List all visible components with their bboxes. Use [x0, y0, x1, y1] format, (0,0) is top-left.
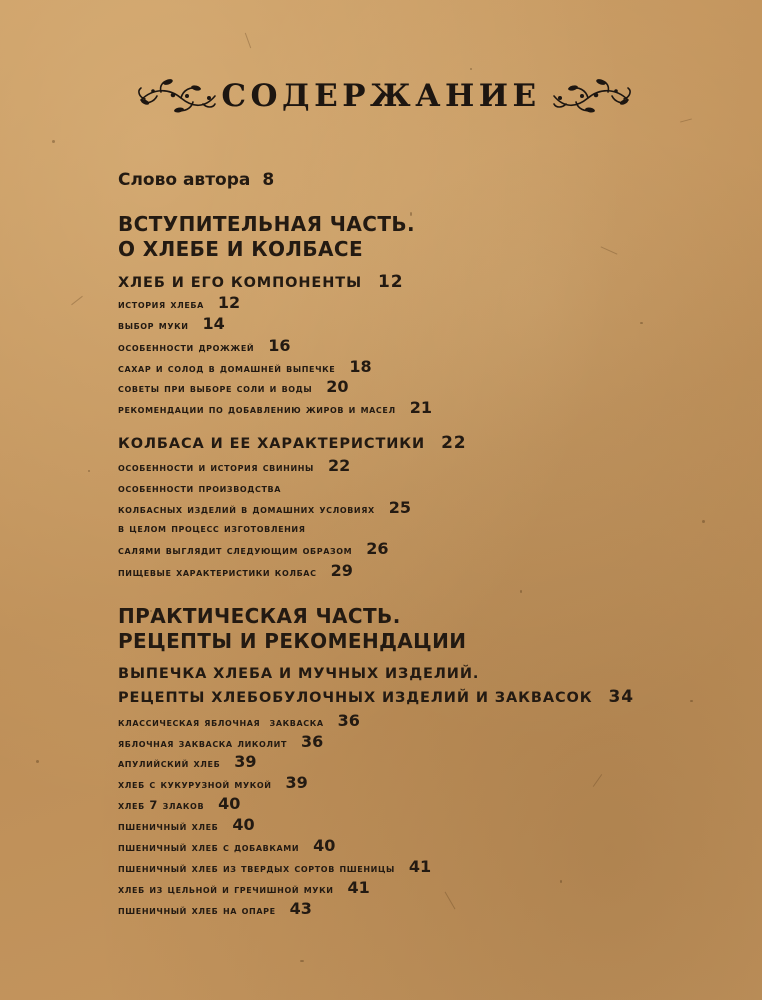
toc-page-number: 22: [441, 433, 467, 453]
toc-entry[interactable]: [118, 377, 349, 396]
page-title: СОДЕРЖАНИЕ: [221, 78, 541, 114]
toc-entry-label: пищевые характеристики колбас: [118, 565, 317, 579]
toc-page-number: 36: [337, 711, 360, 730]
toc-entry[interactable]: [118, 314, 225, 333]
toc-entry[interactable]: [118, 357, 372, 376]
toc-entry-label: рекомендации по добавлению жиров и масел: [118, 402, 396, 416]
header: [0, 72, 762, 132]
toc-entry[interactable]: [118, 836, 335, 855]
toc-entry[interactable]: [118, 293, 240, 312]
toc-entry-label: особенности и история свинины: [118, 460, 314, 474]
toc-entry-label: особенности производства: [118, 481, 282, 495]
toc-entry-label: история хлеба: [118, 297, 204, 311]
toc-page-number: 34: [608, 687, 634, 707]
part-title: О ХЛЕБЕ И КОЛБАСЕ: [118, 237, 364, 261]
toc-page-number: 41: [408, 857, 432, 876]
part-title: ПРАКТИЧЕСКАЯ ЧАСТЬ.: [118, 604, 401, 628]
toc-entry-label: выбор муки: [118, 318, 189, 332]
toc-entry-label: хлеб с кукурузной мукой: [118, 777, 272, 791]
toc-entry[interactable]: [118, 711, 360, 730]
toc-entry-label: хлеб из цельной и гречишной муки: [118, 882, 334, 896]
toc-entry[interactable]: [118, 732, 323, 751]
toc-page-number: 26: [366, 539, 389, 558]
toc-entry[interactable]: [118, 899, 312, 918]
toc-page-number: 41: [347, 878, 370, 897]
toc-entry-label: Слово автора: [118, 170, 251, 190]
toc-page-number: 39: [234, 752, 257, 771]
toc-entry[interactable]: [118, 539, 389, 558]
toc-entry[interactable]: [118, 794, 240, 813]
toc-entry[interactable]: [118, 498, 411, 517]
toc-section-baking-recipes[interactable]: [118, 687, 634, 707]
toc-entry-label: КОЛБАСА И ЕЕ ХАРАКТЕРИСТИКИ: [118, 436, 426, 452]
toc-entry[interactable]: [118, 857, 431, 876]
toc-entry[interactable]: [118, 878, 370, 897]
toc-page-number: 22: [327, 456, 351, 475]
toc-page-number: 12: [217, 293, 241, 312]
toc-page-number: 12: [378, 272, 404, 292]
toc-section-baking[interactable]: ВЫПЕЧКА ХЛЕБА И МУЧНЫХ ИЗДЕЛИЙ.: [118, 666, 480, 682]
toc-entry-label: салями выглядит следующим образом: [118, 543, 353, 557]
toc-page-number: 8: [262, 170, 275, 190]
toc-page-number: 20: [326, 377, 349, 396]
toc-entry-author-word[interactable]: [118, 170, 274, 190]
toc-entry[interactable]: [118, 398, 432, 417]
toc-entry[interactable]: [118, 561, 353, 580]
toc-page-number: 16: [268, 336, 291, 355]
toc-page-number: 36: [301, 732, 324, 751]
toc-entry[interactable]: [118, 481, 281, 495]
toc-page-number: 40: [313, 836, 336, 855]
toc-entry[interactable]: [118, 815, 255, 834]
toc-entry-label: ХЛЕБ И ЕГО КОМПОНЕНТЫ: [118, 275, 362, 291]
part-title: ВСТУПИТЕЛЬНАЯ ЧАСТЬ.: [118, 212, 416, 236]
toc-entry-label: колбасных изделий в домашних условиях: [118, 502, 375, 516]
toc-entry-label: особенности дрожжей: [118, 340, 255, 354]
toc-section-bread[interactable]: [118, 272, 403, 292]
toc-entry-label: пшеничный хлеб из твердых сортов пшеницы: [118, 861, 395, 875]
toc-entry-label: в целом процесс изготовления: [118, 521, 306, 535]
toc-entry[interactable]: [118, 752, 257, 771]
toc-entry[interactable]: [118, 773, 308, 792]
toc-entry-label: яблочная закваска ликолит: [118, 736, 288, 750]
toc-page-number: 40: [218, 794, 241, 813]
toc-entry-label: апулийский хлеб: [118, 756, 221, 770]
toc-page-number: 25: [388, 498, 412, 517]
toc-page-number: 40: [232, 815, 255, 834]
toc-entry-label: РЕЦЕПТЫ ХЛЕБОБУЛОЧНЫХ ИЗДЕЛИЙ И ЗАКВАСОК: [118, 690, 593, 706]
floral-vine-icon: [552, 74, 634, 120]
toc-entry-label: пшеничный хлеб: [118, 819, 219, 833]
part-title: РЕЦЕПТЫ И РЕКОМЕНДАЦИИ: [118, 629, 467, 653]
toc-entry-label: классическая яблочная закваска: [118, 715, 324, 729]
toc-page-number: 21: [409, 398, 432, 417]
toc-page-number: 29: [330, 561, 353, 580]
toc-page-number: 43: [289, 899, 312, 918]
toc-entry[interactable]: [118, 521, 305, 535]
toc-entry[interactable]: [118, 456, 350, 475]
toc-entry-label: советы при выборе соли и воды: [118, 381, 313, 395]
toc-entry-label: сахар и солод в домашней выпечке: [118, 361, 336, 375]
toc-section-sausage[interactable]: [118, 433, 467, 453]
toc-entry-label: пшеничный хлеб с добавками: [118, 840, 300, 854]
toc-page-number: 18: [349, 357, 372, 376]
toc-entry[interactable]: [118, 336, 290, 355]
toc-entry-label: пшеничный хлеб на опаре: [118, 903, 276, 917]
toc-page-number: 39: [285, 773, 308, 792]
toc-entry-label: хлеб 7 злаков: [118, 798, 205, 812]
toc-page-number: 14: [202, 314, 225, 333]
